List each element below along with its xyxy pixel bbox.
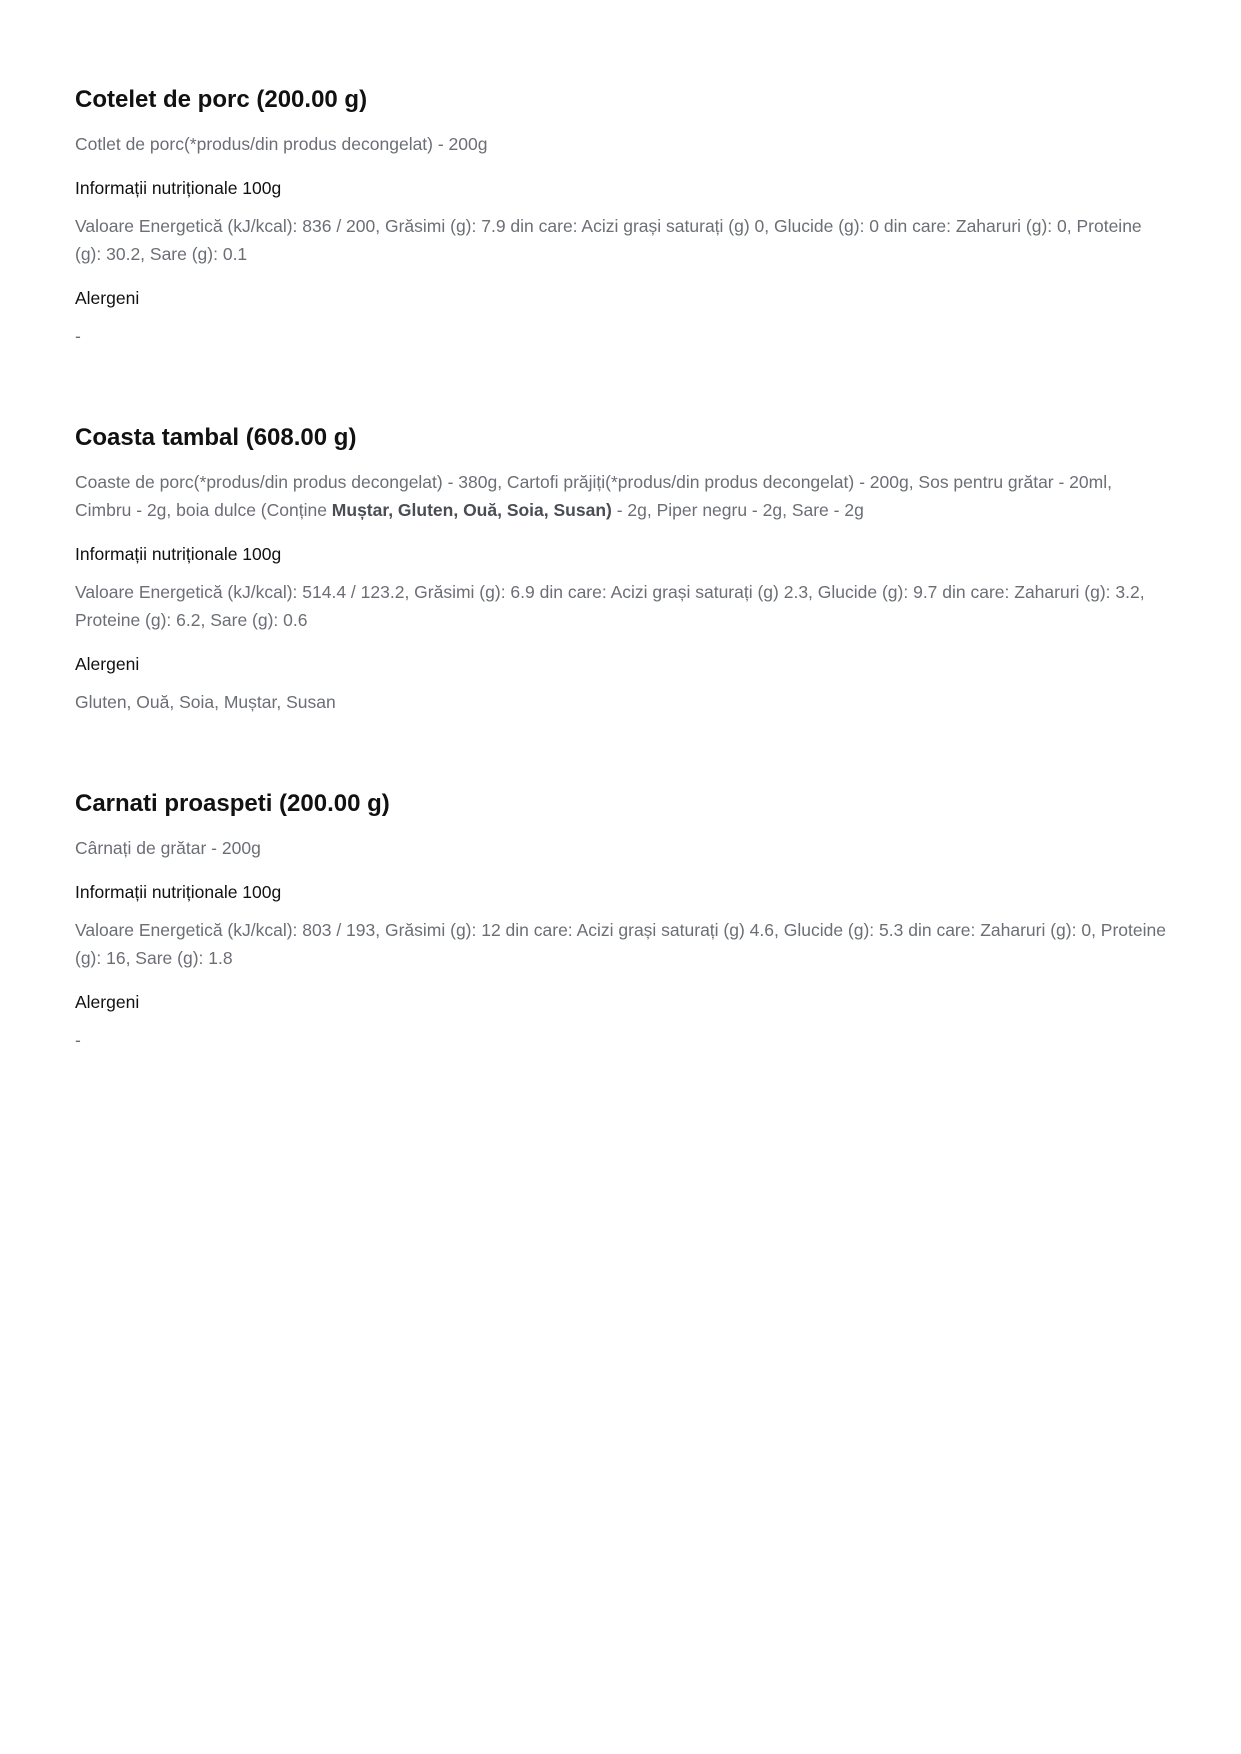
allergens-label: Alergeni <box>75 288 140 308</box>
product-title: Cotelet de porc (200.00 g) <box>75 86 368 113</box>
nutrition-label: Informații nutriționale 100g <box>75 178 282 198</box>
nutrition-label: Informații nutriționale 100g <box>75 544 282 564</box>
ingredients-text: Coaste de porc(*produs/din produs decongelat) - 380g, Cartofi prăjiți(*produs/din produs decongelat) - 200g, Sos pentru grătar - 20ml, Cimbru - 2g, boia dulce (Conține <box>75 472 1112 520</box>
product-ingredients <box>75 834 1166 862</box>
allergens-label: Alergeni <box>75 654 140 674</box>
allergens-label: Alergeni <box>75 992 140 1012</box>
product-ingredients <box>75 130 1166 158</box>
ingredients-text: Cârnați de grătar - 200g <box>75 838 261 858</box>
nutrition-values: Valoare Energetică (kJ/kcal): 514.4 / 123.2, Grăsimi (g): 6.9 din care: Acizi grași saturați (g) 2.3, Glucide (g): 9.7 din care: Zaharuri (g): 3.2, Proteine (g): 6.2, Sare (g): 0.6 <box>75 582 1145 630</box>
allergens-values: Gluten, Ouă, Soia, Muștar, Susan <box>75 692 336 712</box>
product-title: Carnati proaspeti (200.00 g) <box>75 790 390 817</box>
nutrition-values: Valoare Energetică (kJ/kcal): 803 / 193, Grăsimi (g): 12 din care: Acizi grași saturați (g) 4.6, Glucide (g): 5.3 din care: Zaharuri (g): 0, Proteine (g): 16, Sare (g): 1.8 <box>75 920 1166 968</box>
allergens-values: - <box>75 1030 81 1050</box>
ingredients-text-rest: - 2g, Piper negru - 2g, Sare - 2g <box>611 500 864 520</box>
product-carnati-proaspeti <box>75 784 1166 1054</box>
allergens-values: - <box>75 326 81 346</box>
product-ingredients <box>75 468 1166 524</box>
product-coasta-tambal <box>75 418 1166 716</box>
ingredients-text: Cotlet de porc(*produs/din produs decongelat) - 200g <box>75 134 488 154</box>
nutrition-values: Valoare Energetică (kJ/kcal): 836 / 200, Grăsimi (g): 7.9 din care: Acizi grași saturați (g) 0, Glucide (g): 0 din care: Zaharuri (g): 0, Proteine (g): 30.2, Sare (g): 0.1 <box>75 216 1142 264</box>
nutrition-label: Informații nutriționale 100g <box>75 882 282 902</box>
product-title: Coasta tambal (608.00 g) <box>75 424 357 451</box>
product-cotelet-de-porc <box>75 80 1166 350</box>
ingredients-allergen-highlight: Muștar, Gluten, Ouă, Soia, Susan) <box>331 500 612 520</box>
